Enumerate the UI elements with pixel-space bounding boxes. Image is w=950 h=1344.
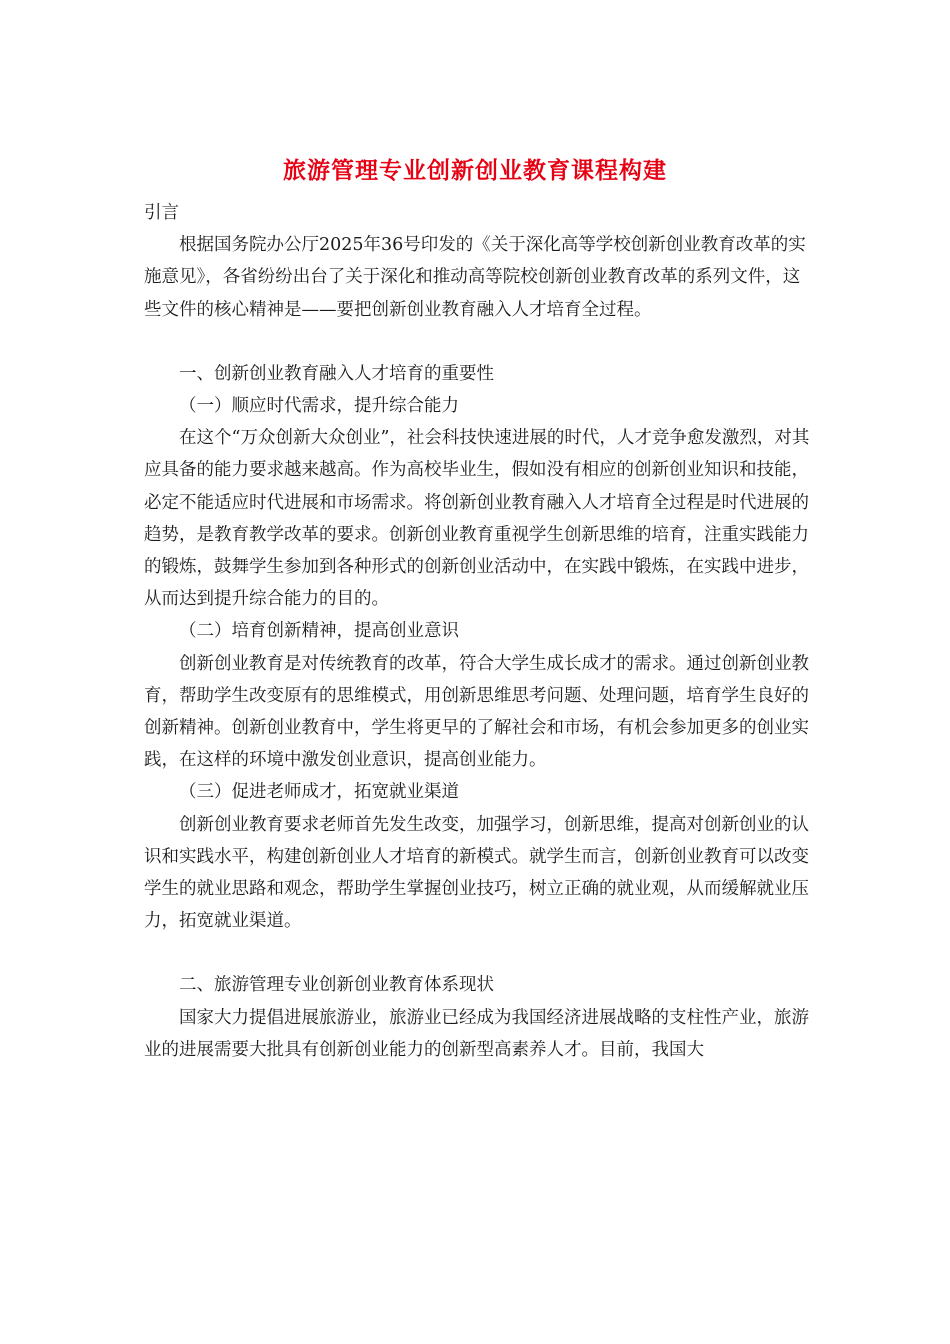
document-body <box>144 197 816 1066</box>
section1-sub1-heading: （一）顺应时代需求，提升综合能力 <box>179 396 459 417</box>
intro-paragraph: 根据国务院办公厅2025年36号印发的《关于深化高等学校创新创业教育改革的实施意见》，各省纷纷出台了关于深化和推动高等院校创新创业教育改革的系列文件，这些文件的核心精神是——要把创新创业教育融入人才培育全过程。 <box>144 235 806 320</box>
section1-sub3-paragraph: 创新创业教育要求老师首先发生改变，加强学习，创新思维，提高对创新创业的认识和实践水平，构建创新创业人才培育的新模式。就学生而言，创新创业教育可以改变学生的就业思路和观念，帮助学生掌握创业技巧，树立正确的就业观，从而缓解就业压力，拓宽就业渠道。 <box>144 814 809 932</box>
section1-heading: 一、创新创业教育融入人才培育的重要性 <box>179 363 494 384</box>
section1-sub2-heading: （二）培育创新精神，提高创业意识 <box>179 621 459 642</box>
section2-heading: 二、旅游管理专业创新创业教育体系现状 <box>179 975 494 996</box>
section1-sub3-heading: （三）促进老师成才，拓宽就业渠道 <box>179 782 459 803</box>
section1-sub1-paragraph: 在这个“万众创新大众创业”，社会科技快速进展的时代，人才竞争愈发激烈，对其应具备的能力要求越来越高。作为高校毕业生，假如没有相应的创新创业知识和技能，必定不能适应时代进展和市场需求。将创新创业教育融入人才培育全过程是时代进展的趋势，是教育教学改革的要求。创新创业教育重视学生创新思维的培育，注重实践能力的锻炼，鼓舞学生参加到各种形式的创新创业活动中，在实践中锻炼，在实践中进步，从而达到提升综合能力的目的。 <box>144 428 810 610</box>
paragraph-gap <box>144 937 816 969</box>
intro-label: 引言 <box>144 203 179 223</box>
document-title: 旅游管理专业创新创业教育课程构建 <box>283 157 667 184</box>
section2-paragraph: 国家大力提倡进展旅游业，旅游业已经成为我国经济进展战略的支柱性产业，旅游业的进展需要大批具有创新创业能力的创新型高素养人才。目前，我国大 <box>144 1007 809 1060</box>
paragraph-gap <box>144 326 816 358</box>
section1-sub2-paragraph: 创新创业教育是对传统教育的改革，符合大学生成长成才的需求。通过创新创业教育，帮助学生改变原有的思维模式，用创新思维思考问题、处理问题，培育学生良好的创新精神。创新创业教育中，学生将更早的了解社会和市场，有机会参加更多的创业实践，在这样的环境中激发创业意识，提高创业能力。 <box>144 653 809 771</box>
